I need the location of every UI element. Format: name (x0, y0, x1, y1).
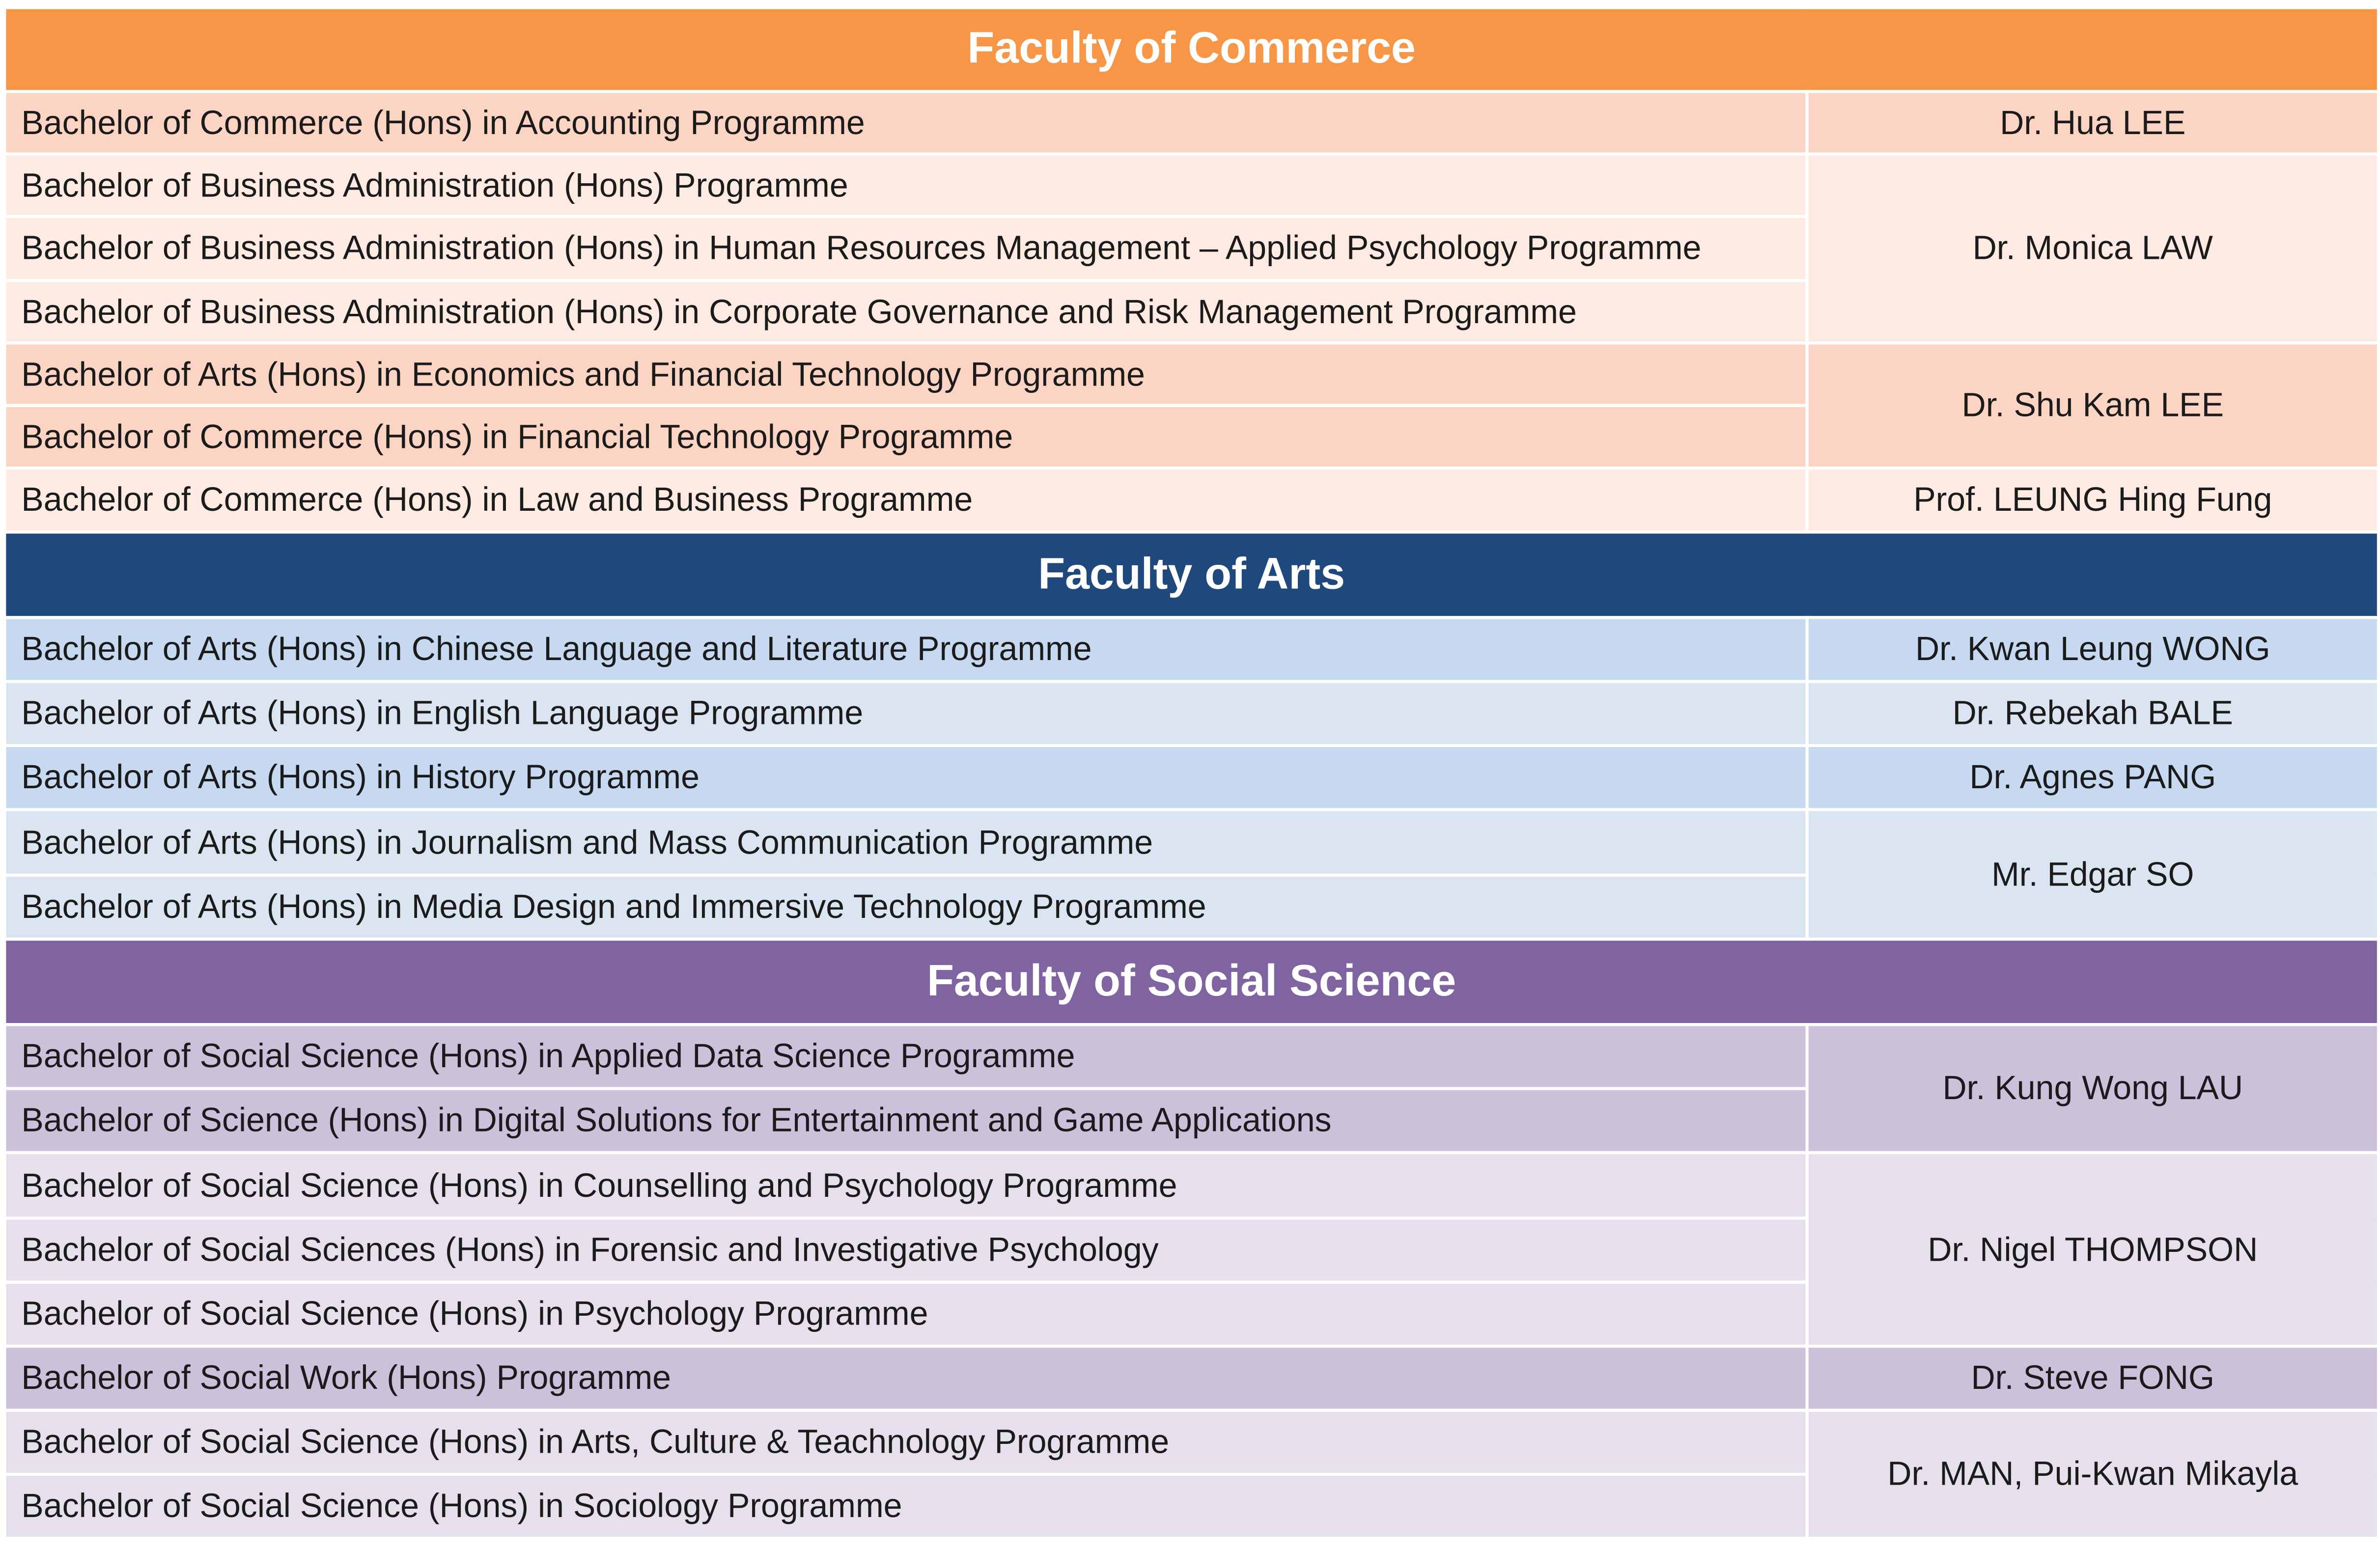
coordinator-name: Prof. LEUNG Hing Fung (1807, 468, 2379, 532)
coordinator-name: Mr. Edgar SO (1807, 809, 2379, 939)
table-row (4, 809, 2379, 875)
programme-name: Bachelor of Science (Hons) in Digital Solutions for Entertainment and Game Applications (4, 1088, 1807, 1152)
programme-name: Bachelor of Arts (Hons) in Chinese Language and Literature Programme (4, 617, 1807, 681)
faculty-header-row (4, 939, 2379, 1024)
faculty-title: Faculty of Arts (4, 532, 2379, 617)
coordinator-name: Dr. Agnes PANG (1807, 746, 2379, 809)
coordinator-name: Dr. Kwan Leung WONG (1807, 617, 2379, 681)
coordinator-name: Dr. Hua LEE (1807, 91, 2379, 154)
coordinator-name: Dr. Kung Wong LAU (1807, 1024, 2379, 1153)
programme-name: Bachelor of Commerce (Hons) in Financial Technology Programme (4, 406, 1807, 468)
table-row (4, 1024, 2379, 1088)
programme-name: Bachelor of Business Administration (Hons) in Corporate Governance and Risk Management Programme (4, 280, 1807, 343)
coordinator-name: Dr. Rebekah BALE (1807, 682, 2379, 746)
table-row (4, 468, 2379, 532)
programme-table (3, 6, 2380, 1540)
programme-name: Bachelor of Social Science (Hons) in Psychology Programme (4, 1282, 1807, 1346)
coordinator-name: Dr. Steve FONG (1807, 1346, 2379, 1410)
programme-name: Bachelor of Arts (Hons) in Journalism and Mass Communication Programme (4, 809, 1807, 875)
table-row (4, 343, 2379, 405)
programme-name: Bachelor of Business Administration (Hons) in Human Resources Management – Applied Psychology Programme (4, 217, 1807, 280)
table-row (4, 682, 2379, 746)
coordinator-name: Dr. Monica LAW (1807, 154, 2379, 343)
programme-name: Bachelor of Social Science (Hons) in Sociology Programme (4, 1474, 1807, 1538)
faculty-title: Faculty of Social Science (4, 939, 2379, 1024)
faculty-header-row (4, 532, 2379, 617)
coordinator-name: Dr. Shu Kam LEE (1807, 343, 2379, 468)
table-row (4, 617, 2379, 681)
faculty-header-row (4, 8, 2379, 92)
faculty-title: Faculty of Commerce (4, 8, 2379, 92)
table-row (4, 746, 2379, 809)
programme-name: Bachelor of Arts (Hons) in Media Design and Immersive Technology Programme (4, 875, 1807, 939)
table-row (4, 1153, 2379, 1218)
programme-name: Bachelor of Arts (Hons) in History Programme (4, 746, 1807, 809)
coordinator-name: Dr. MAN, Pui-Kwan Mikayla (1807, 1411, 2379, 1539)
table-row (4, 1411, 2379, 1474)
programme-name: Bachelor of Social Science (Hons) in Arts, Culture & Teachnology Programme (4, 1411, 1807, 1474)
table-row (4, 1346, 2379, 1410)
programme-name: Bachelor of Social Science (Hons) in Applied Data Science Programme (4, 1024, 1807, 1088)
programme-name: Bachelor of Arts (Hons) in Economics and Financial Technology Programme (4, 343, 1807, 405)
programme-name: Bachelor of Arts (Hons) in English Language Programme (4, 682, 1807, 746)
table-row (4, 91, 2379, 154)
programme-name: Bachelor of Business Administration (Hons) Programme (4, 154, 1807, 217)
programme-name: Bachelor of Social Science (Hons) in Counselling and Psychology Programme (4, 1153, 1807, 1218)
programme-name: Bachelor of Social Sciences (Hons) in Forensic and Investigative Psychology (4, 1218, 1807, 1282)
programme-name: Bachelor of Social Work (Hons) Programme (4, 1346, 1807, 1410)
coordinator-name: Dr. Nigel THOMPSON (1807, 1153, 2379, 1346)
programme-name: Bachelor of Commerce (Hons) in Law and Business Programme (4, 468, 1807, 532)
table-row (4, 154, 2379, 217)
programme-name: Bachelor of Commerce (Hons) in Accounting Programme (4, 91, 1807, 154)
